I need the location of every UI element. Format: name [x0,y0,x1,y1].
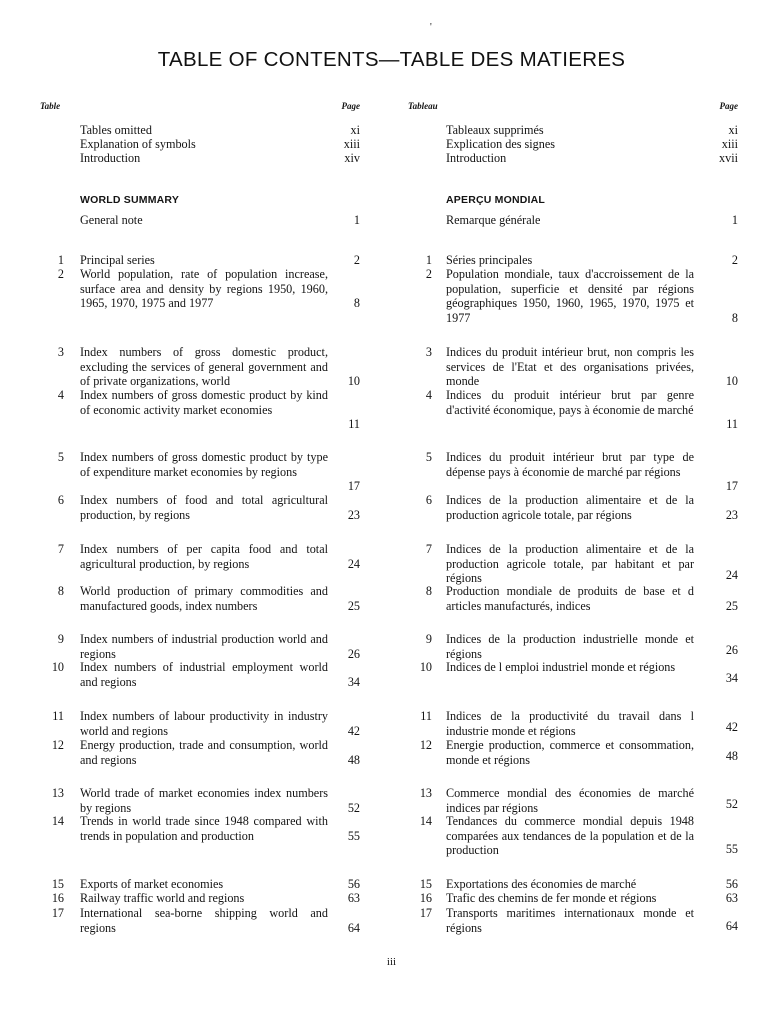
table-header: Table [40,101,61,111]
page-title: TABLE OF CONTENTS—TABLE DES MATIERES [157,48,626,71]
section-title: APERÇU MONDIAL [446,194,546,206]
table-header: Tableau [408,101,438,111]
section-title: WORLD SUMMARY [80,194,180,206]
tick-mark: ' [430,22,432,33]
page-header: Page [341,101,360,111]
english-column: Table Page Tables omitted xi Explanation of symbols xiii Introduction xiv WORLD SUMMARY General note 1 1 Principal series 2 2 World population, rate of population increase, surface area and density by regions 1950, 1960, 1965, 1970, 1975 and 1977 8 3 Index numbers of gross domestic product, excluding the services of general government and of private organizations, world 10 4 Index numbers of gross domestic product by kind of economic activity market economies 11 5 Index numbers of gross domestic product by type of expenditure market economies by regions 17 6 Index numbers of food and total agricultural production, by regions 23 7 Index numbers of per capita food and total agricultural production, by regions 24 8 World production of primary commodities and manufactured goods, index numbers 25 9 Index numbers of industrial production world and regions 26 10 Index numbers of industrial employment world and regions 34 11 Index numbers of labour productivity in industry world and regions 42 12 Energy production, trade and consumption, world and regions 48 13 World trade of market economies index numbers by regions 52 14 Trends in world trade since 1948 compared with trends in population and production 55 15 Exports of market economies 56 16 Railway traffic world and regions 63 17 International sea-borne shipping world and regions 64 [40,101,360,935]
french-column: Tableau Page Tableaux supprimés xi Explication des signes xiii Introduction xvii APERÇU MONDIAL Remarque générale 1 1 Séries principales 2 2 Population mondiale, taux d'accroissement de la population, superficie et densité par régions géographiques 1950, 1960, 1965, 1970, 1975 et 1977 8 3 Indices du produit intérieur brut, non compris les services de l'Etat et des organisations privées, monde 10 4 Indices du produit intérieur brut par genre d'activité économique, pays à économie de marché 11 5 Indices du produit intérieur brut par type de dépense pays à économie de marché par régions 17 6 Indices de la production alimentaire et de la production agricole totale, par régions 23 7 Indices de la production alimentaire et de la production agricole totale, par habitant et par régions 24 8 Production mondiale de produits de base et d articles manufacturés, indices 25 9 Indices de la production industrielle monde et régions 26 10 Indices de l emploi industriel monde et régions 34 11 Indices de la productivité du travail dans l industrie monde et régions 42 12 Energie production, commerce et consommation, monde et régions 48 13 Commerce mondial des économies de marché indices par régions 52 14 Tendances du commerce mondial depuis 1948 comparées aux tendances de la population et de la production 55 15 Exportations des économies de marché 56 16 Trafic des chemins de fer monde et régions 63 17 Transports maritimes internationaux monde et régions 64 [408,101,738,935]
page-header: Page [719,101,738,111]
page-folio: iii [386,956,397,968]
